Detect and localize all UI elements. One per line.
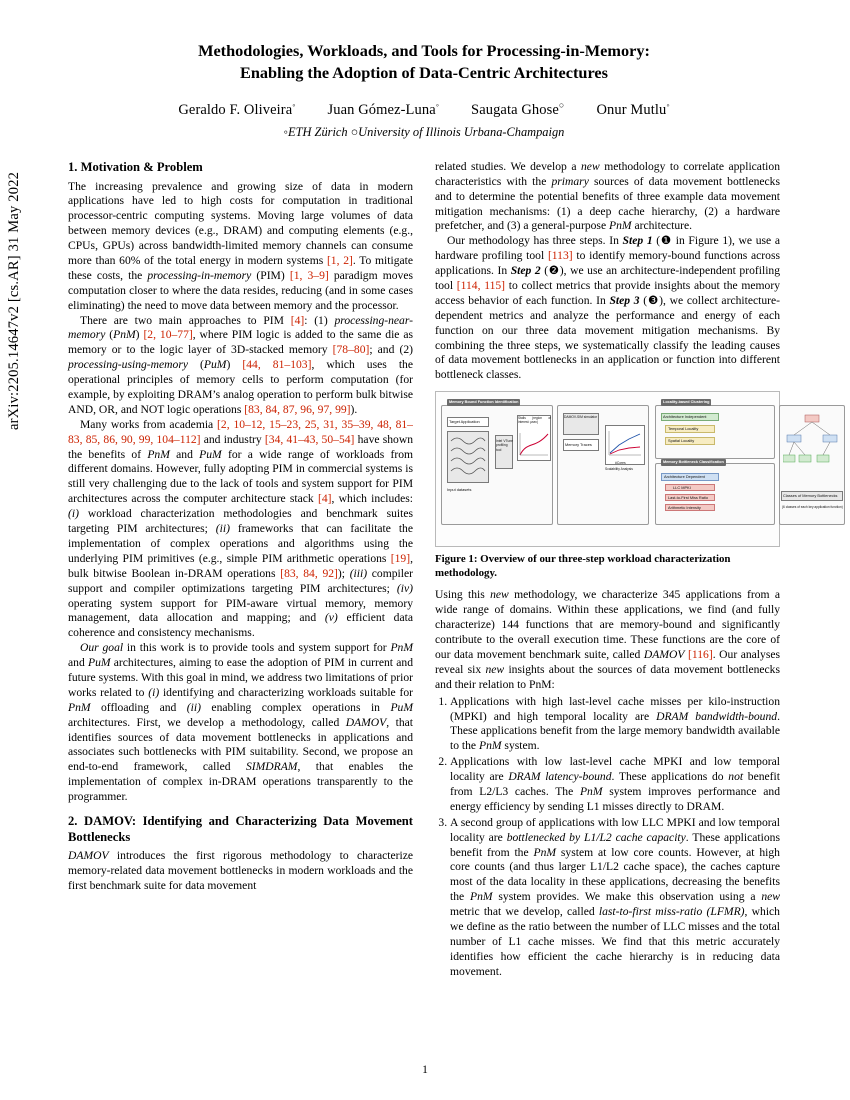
left-column <box>68 160 413 981</box>
insight-list <box>435 695 780 980</box>
author-list <box>68 100 780 119</box>
figure-arch-independent-label: Architecture Independent <box>663 414 707 420</box>
figure-step3-title: Memory Bottleneck Classification <box>663 460 724 465</box>
figure-ncores-label: #Cores <box>615 461 626 466</box>
list-item: 2. Applications with low last-level cache MPKI and low temporal locality are DRAM latency-bound. These applications do not benefit from L2/L3 caches. The PnM system improves performance and energy efficiency by sending L1 misses directly to DRAM. <box>450 755 780 815</box>
author-2-affil-mark: ○ <box>558 100 565 110</box>
figure-memory-traces-label: Memory Traces <box>565 442 592 448</box>
author-3-affil-mark: ◦ <box>666 100 670 110</box>
section-heading-damov: 2. DAMOV: Identifying and Characterizing Data Movement Bottlenecks <box>68 813 413 844</box>
arxiv-stamp: arXiv:2205.14647v2 [cs.AR] 31 May 2022 <box>6 171 22 430</box>
figure-classes-note: (6 classes of each key application function) <box>782 505 843 510</box>
figure-tree-icon <box>783 413 841 473</box>
right-column <box>435 159 843 981</box>
figure-scalability-label: Scalability Analysis <box>605 467 633 472</box>
figure-simulator-label: DAMOV-SIM simulator <box>564 415 598 420</box>
author-3: Onur Mutlu◦ <box>596 100 670 118</box>
title-line-2: Enabling the Adoption of Data-Centric Architectures <box>240 63 608 82</box>
figure-arithmetic-intensity-label: Arithmetic Intensity <box>668 505 701 511</box>
figure-llc-mpki-label: LLC MPKI <box>673 485 691 491</box>
figure-waveform-icon <box>449 435 487 479</box>
author-2: Saugata Ghose○ <box>471 100 565 118</box>
section-heading-motivation: 1. Motivation & Problem <box>68 159 203 174</box>
figure-classes-box-label: Classes of Memory Bottlenecks <box>783 493 838 499</box>
author-1: Juan Gómez-Luna◦ <box>327 100 440 118</box>
step-2-mention: Step 2 <box>510 264 541 278</box>
paragraph-r3: Using this new methodology, we characterize 345 applications from a wide range of domains. Within these applications, we find (and fully characterize) 144 functions that are memory-bound and significantly contribute to the overall execution time. These functions are the core of our data movement benchmark suite, called DAMOV [116]. Our analyses reveal six new insights about the sources of data movement bottlenecks and their relation to PnM: <box>435 588 780 691</box>
list-item: 3. A second group of applications with low LLC MPKI and low temporal locality are bottlenecked by L1/L2 cache capacity. These applications benefit from the PnM system at low core counts. However, at high core counts (and thus larger L1/L2 cache space), the caches capture most of the data locality in these applications, decreasing the benefits the PnM system provides. We make this observation using a new metric that we develop, called last-to-first miss-ratio (LFMR), which we define as the ratio between the number of LLC misses and the total number of L1 cache misses. We find that this metric accurately identifies how efficient the cache hierarchy is in reducing data movement. <box>450 816 780 980</box>
step-1-mention: Step 1 <box>622 234 653 248</box>
author-0: Geraldo F. Oliveira◦ <box>178 100 296 118</box>
page-number: 1 <box>422 1064 428 1076</box>
figure-temporal-locality-label: Temporal Locality <box>668 426 699 432</box>
author-0-affil-mark: ◦ <box>292 100 296 110</box>
figure-1-diagram <box>439 395 843 543</box>
paragraph-l2: There are two main approaches to PIM [4]: (1) processing-near-memory (PnM) [2, 10–77], where PIM logic is added to the same die as memory or to the logic layer of 3D-stacked memory [78–80]; and (2) processing-using-memory (PuM) [44, 81–103], which uses the operational principles of memory cells to perform computation (for example, by exploiting DRAM’s analog operation to perform bulk bitwise AND, OR, and NOT logic operations [83, 84, 87, 96, 97, 99]). <box>68 313 413 416</box>
paragraph-r2: Our methodology has three steps. In Step 1 (❶ in Figure 1), we use a hardware profiling tool [113] to identify memory-bound functions across applications. In Step 2 (❷), we use an architecture-independent profiling tool [114, 115] to collect metrics that provide insights about the memory access behavior of each function. In Step 3 (❸), we collect architecture-dependent metrics and analyze the performance and energy of each function on our three data movement mitigation mechanisms. By combining the three steps, we systematically classify the leading causes of data movement bottlenecks in an application or function into different bottleneck classes. <box>435 234 781 382</box>
step-3-mention: Step 3 <box>609 293 640 307</box>
two-column-body <box>68 159 843 981</box>
figure-lfmr-label: Last-to-First Miss Ratio <box>668 495 708 501</box>
title-line-1: Methodologies, Workloads, and Tools for Processing-in-Memory: <box>198 41 650 60</box>
figure-1 <box>435 391 843 547</box>
figure-stalls-label: Stalls (region of interest: μsec) <box>518 416 551 425</box>
figure-1-caption: Figure 1: Overview of our three-step workload characterization methodology. <box>435 553 731 579</box>
paper-content <box>68 40 843 1060</box>
figure-input-datasets-label: Input datasets <box>447 487 472 493</box>
paragraph-l4: Our goal in this work is to provide tools and system support for PnM and PuM architectures, aiming to ease the adoption of PIM in current and future systems. With this goal in mind, we address two limitations of prior works related to (i) identifying and characterizing workloads suitable for PnM offloading and (ii) enabling complex operations in PuM architectures. First, we develop a methodology, called DAMOV, that identifies sources of data movement bottlenecks in applications and associates such bottlenecks with PIM suitability. Second, we propose an end-to-end framework, called SIMDRAM, that enables the implementation of complex in-DRAM operations transparently to the programmer. <box>68 641 414 804</box>
figure-spatial-locality-label: Spatial Locality <box>668 438 695 444</box>
page-title <box>68 40 780 84</box>
author-1-affil-mark: ◦ <box>435 100 440 110</box>
figure-step1-title: Memory Bound Function Identification <box>449 400 519 405</box>
figure-scalability-plot <box>607 429 643 459</box>
figure-vtune-label: Intel VTune profiling tool <box>496 439 513 452</box>
figure-arch-dependent-label: Architecture Dependent <box>664 474 705 480</box>
paragraph-r1: related studies. We develop a new methodology to correlate application characteristics with the primary sources of data movement bottlenecks and to determine the potential benefits of three example data movement mitigation mechanisms: (1) a deep cache hierarchy, (2) a hardware prefetcher, and (3) a general-purpose PnM architecture. <box>435 159 780 233</box>
figure-target-application-label: Target Application <box>449 419 480 425</box>
affiliations: ◦ETH Zürich ○University of Illinois Urbana-Champaign <box>283 124 565 139</box>
list-item: 1. Applications with high last-level cache misses per kilo-instruction (MPKI) and high temporal locality are DRAM bandwidth-bound. These applications benefit from the large memory bandwidth available to the PnM system. <box>450 695 780 755</box>
figure-stalls-plot <box>519 431 549 457</box>
figure-step2-title: Locality-based Clustering <box>663 400 710 405</box>
paragraph-l1: The increasing prevalence and growing size of data in modern applications have led to high costs for computation in traditional processor-centric computing systems. Moving large volumes of data between memory devices (e.g., DRAM) and computing elements (e.g., CPUs, GPUs) across bandwidth-limited memory channels can consume more than 60% of the total energy in modern systems [1, 2]. To mitigate these costs, the processing-in-memory (PIM) [1, 3–9] paradigm moves computation closer to where the data resides, reducing (and in some cases eliminating) the need to move data between memory and the processor. <box>68 179 414 312</box>
paragraph-l3: Many works from academia [2, 10–12, 15–23, 25, 31, 35–39, 48, 81–83, 85, 86, 90, 99, 104–112] and industry [34, 41–43, 50–54] have shown the benefits of PnM and PuM for a wide range of workloads from different domains. However, fully adopting PIM in commercial systems is still very challenging due to the lack of tools and system support for PIM architectures across the computer architecture stack [4], which includes: (i) workload characterization methodologies and benchmark suites targeting PIM architectures; (ii) frameworks that can facilitate the implementation of complex operations and algorithms using the underlying PIM primitives (e.g., simple PIM arithmetic operations [19], bulk bitwise Boolean in-DRAM operations [83, 84, 92]); (iii) compiler support and compiler optimizations targeting PIM architectures; (iv) operating system support for PIM-aware virtual memory, memory management, data allocation and mapping; and (v) efficient data coherence and consistency mechanisms. <box>68 417 414 640</box>
paragraph-l5: DAMOV introduces the first rigorous methodology to characterize memory-related data movement bottlenecks in modern workloads and the first benchmark suite for data movement <box>68 849 413 893</box>
